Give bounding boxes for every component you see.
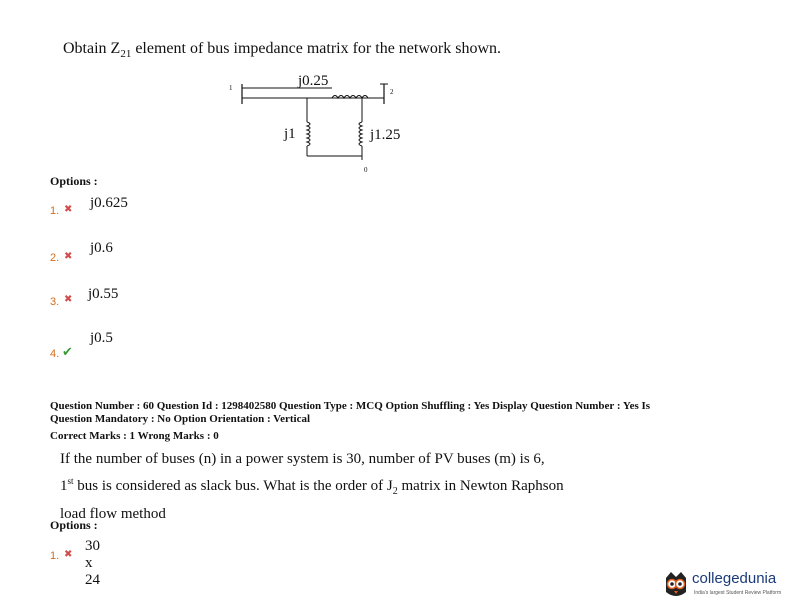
option-text: j0.5 bbox=[90, 330, 113, 346]
option-number: 1. bbox=[50, 205, 60, 217]
logo-wordmark: collegedunia bbox=[692, 570, 777, 587]
owl-icon bbox=[662, 570, 690, 600]
question-marks: Correct Marks : 1 Wrong Marks : 0 bbox=[50, 430, 219, 442]
option-number: 2. bbox=[50, 252, 60, 264]
logo-tagline: India's largest Student Review Platform bbox=[694, 590, 782, 596]
question-1-text: Obtain $Z_{21}$ element of bus impedance matrix for the network shown. bbox=[63, 40, 501, 61]
right-shunt-label: j1.25 bbox=[370, 127, 401, 143]
options-heading: Options : bbox=[50, 174, 98, 188]
option-text: j0.55 bbox=[88, 286, 119, 302]
option-number: 1. bbox=[50, 550, 60, 562]
question-meta-line-1: Question Number : 60 Question Id : 1298402580 Question Type : MCQ Option Shuffling : Yes Display Question Number : Yes Is bbox=[50, 400, 651, 412]
cross-icon: ✖ bbox=[64, 251, 73, 262]
option-text: j0.6 bbox=[90, 240, 113, 256]
node-1-label: 1 bbox=[229, 84, 233, 92]
node-0-label: 0 bbox=[364, 166, 368, 174]
cross-icon: ✖ bbox=[64, 204, 73, 215]
cross-icon: ✖ bbox=[64, 549, 73, 560]
option-text: j0.625 bbox=[90, 195, 128, 211]
options-heading-2: Options : bbox=[50, 518, 98, 532]
option-number: 3. bbox=[50, 296, 60, 308]
option-number: 4. bbox=[50, 348, 60, 360]
node-2-label: 2 bbox=[390, 88, 394, 96]
question-2-text: If the number of buses (n) in a power system is 30, number of PV buses (m) is 6, 1st bus is considered as slack bus. What is the order of $J_2$ matrix in Newton Raphson load flow method bbox=[60, 451, 564, 522]
left-shunt-label: j1 bbox=[284, 126, 296, 142]
option-text: 30 x 24 bbox=[85, 538, 100, 588]
cross-icon: ✖ bbox=[64, 294, 73, 305]
question-meta-line-2: Question Mandatory : No Option Orientation : Vertical bbox=[50, 413, 311, 425]
series-impedance-label: j0.25 bbox=[298, 73, 329, 89]
circuit-diagram bbox=[222, 70, 432, 180]
check-icon: ✔ bbox=[62, 344, 73, 359]
collegedunia-logo bbox=[662, 568, 787, 604]
